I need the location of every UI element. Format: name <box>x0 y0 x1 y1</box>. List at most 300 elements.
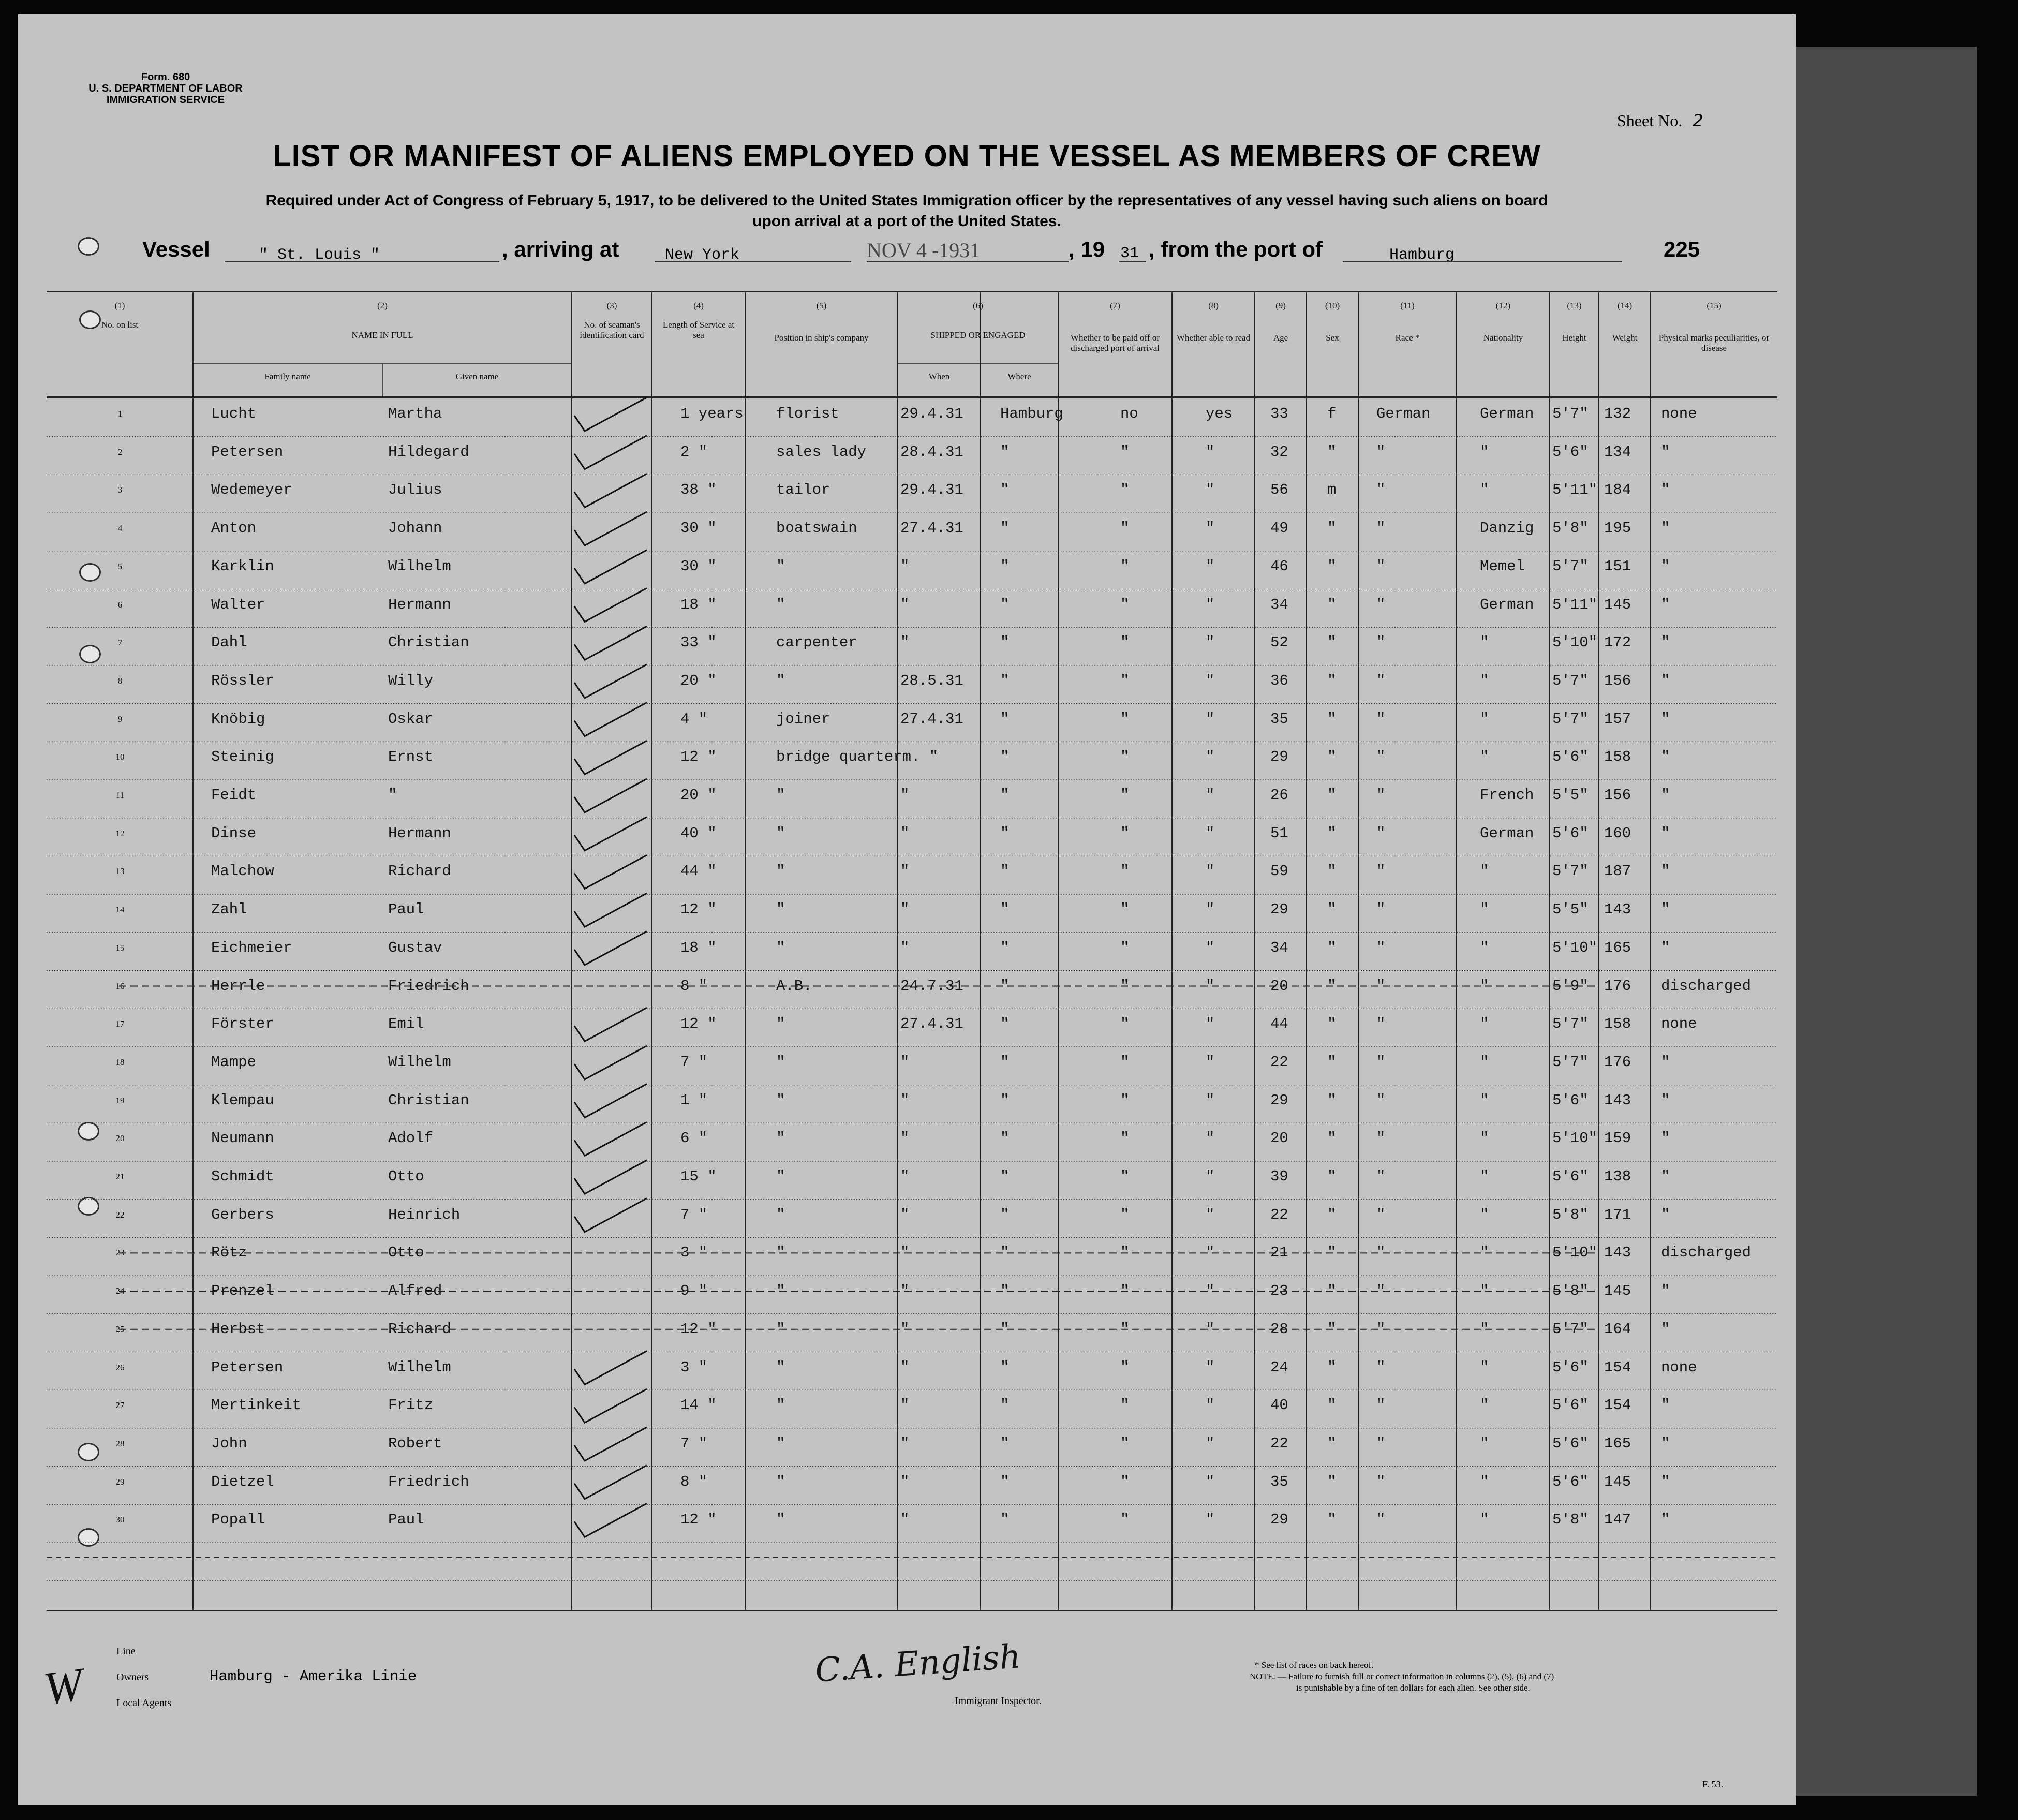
cell-age: 22 <box>1270 1053 1288 1071</box>
cell-where: " <box>1000 863 1010 880</box>
cell-where: " <box>1000 1397 1010 1414</box>
subheader-where: Where <box>1007 372 1031 381</box>
cell-where: " <box>1000 901 1010 919</box>
cell-read: " <box>1206 520 1215 537</box>
cell-when: " <box>900 1358 910 1376</box>
cell-nationality: " <box>1480 443 1489 461</box>
cell-paid-off: " <box>1120 1397 1130 1414</box>
cell-read: " <box>1206 1434 1215 1452</box>
cell-race: " <box>1376 481 1386 499</box>
form-number: Form. 680 <box>141 71 190 83</box>
cell-race: " <box>1376 1244 1386 1262</box>
cell-nationality: " <box>1480 977 1489 995</box>
cell-when: " <box>900 1473 910 1490</box>
cell-race: " <box>1376 1206 1386 1223</box>
cell-position: " <box>776 1244 785 1262</box>
cell-marks: " <box>1661 1053 1670 1071</box>
from-port: Hamburg <box>1389 246 1455 264</box>
cell-given-name: Oskar <box>388 710 434 728</box>
cell-sex: " <box>1327 672 1337 689</box>
cell-where: " <box>1000 1358 1010 1376</box>
cell-sex: " <box>1327 1244 1337 1262</box>
cell-family-name: Gerbers <box>211 1206 274 1223</box>
cell-age: 49 <box>1270 520 1288 537</box>
cell-nationality: " <box>1480 1091 1489 1109</box>
checkmark-icon <box>574 931 647 965</box>
cell-height: 5'6" <box>1552 748 1589 766</box>
cell-service: 44 " <box>680 863 717 880</box>
inspector-signature: C.A. English <box>813 1637 1022 1690</box>
cell-service: 7 " <box>680 1206 708 1223</box>
col-able-to-read-number: (8) <box>1208 301 1219 310</box>
cell-read: " <box>1206 1473 1215 1490</box>
row-number: 21 <box>115 1172 125 1181</box>
cell-position: " <box>776 1206 785 1223</box>
cell-position: boatswain <box>776 520 857 537</box>
cell-nationality: " <box>1480 1397 1489 1414</box>
cell-race: " <box>1376 1434 1386 1452</box>
cell-where: " <box>1000 1015 1010 1033</box>
cell-sex: " <box>1327 939 1337 956</box>
row-number: 4 <box>117 523 123 534</box>
cell-position: joiner <box>776 710 830 728</box>
cell-race: " <box>1376 1015 1386 1033</box>
cell-read: " <box>1206 1358 1215 1376</box>
cell-race: " <box>1376 634 1386 652</box>
cell-service: 1 years <box>680 405 744 422</box>
cell-service: 30 " <box>680 557 717 575</box>
cell-nationality: " <box>1480 710 1489 728</box>
cell-paid-off: " <box>1120 748 1130 766</box>
cell-position: " <box>776 1473 785 1490</box>
cell-given-name: Wilhelm <box>388 1053 451 1071</box>
cell-family-name: Karklin <box>211 557 274 575</box>
cell-when: " <box>900 824 910 842</box>
cell-sex: m <box>1327 481 1337 499</box>
cell-marks: " <box>1661 557 1670 575</box>
cell-paid-off: " <box>1120 787 1130 804</box>
cell-position: sales lady <box>776 443 867 461</box>
row-number: 14 <box>115 905 125 915</box>
cell-read: " <box>1206 596 1215 613</box>
cell-height: 5'7" <box>1552 557 1589 575</box>
cell-family-name: Dahl <box>211 634 247 652</box>
cell-given-name: Christian <box>388 1091 469 1109</box>
cell-read: " <box>1206 977 1215 995</box>
cell-marks: none <box>1661 1358 1697 1376</box>
cell-age: 29 <box>1270 1511 1288 1529</box>
cell-nationality: " <box>1480 1511 1489 1529</box>
cell-weight: 145 <box>1604 1282 1631 1300</box>
cell-given-name: Adolf <box>388 1130 434 1147</box>
cell-sex: " <box>1327 1511 1337 1529</box>
cell-weight: 159 <box>1604 1130 1631 1147</box>
col-length-of-service-label: Length of Service at sea <box>662 320 735 340</box>
cell-height: 5'11" <box>1552 596 1598 613</box>
cell-age: 33 <box>1270 405 1288 422</box>
print-code: F. 53. <box>1702 1779 1724 1789</box>
cell-age: 40 <box>1270 1397 1288 1414</box>
cell-weight: 134 <box>1604 443 1631 461</box>
cell-marks: " <box>1661 672 1670 689</box>
checkmark-icon <box>574 436 647 469</box>
cell-service: 4 " <box>680 710 708 728</box>
cell-family-name: Eichmeier <box>211 939 292 956</box>
cell-race: " <box>1376 443 1386 461</box>
cell-nationality: French <box>1480 787 1534 804</box>
cell-when: " <box>900 1434 910 1452</box>
cell-read: " <box>1206 1015 1215 1033</box>
cell-service: 12 " <box>680 748 717 766</box>
cell-nationality: " <box>1480 1053 1489 1071</box>
cell-where: " <box>1000 1053 1010 1071</box>
cell-service: 38 " <box>680 481 717 499</box>
cell-marks: " <box>1661 520 1670 537</box>
cell-when: " <box>900 1282 910 1300</box>
checkmark-icon <box>574 855 647 889</box>
corner-handwritten-mark: W <box>40 1659 86 1715</box>
cell-age: 34 <box>1270 939 1288 956</box>
cell-race: " <box>1376 596 1386 613</box>
cell-weight: 132 <box>1604 405 1631 422</box>
cell-where: " <box>1000 634 1010 652</box>
cell-given-name: Robert <box>388 1434 442 1452</box>
cell-family-name: Herbst <box>211 1320 265 1338</box>
cell-position: " <box>776 1015 785 1033</box>
cell-position: " <box>776 1091 785 1109</box>
cell-service: 30 " <box>680 520 717 537</box>
col-able-to-read-label: Whether able to read <box>1176 333 1251 343</box>
cell-nationality: German <box>1480 824 1534 842</box>
col-weight-number: (14) <box>1617 301 1633 310</box>
cell-weight: 176 <box>1604 1053 1631 1071</box>
row-number: 22 <box>115 1209 125 1220</box>
cell-height: 5'7" <box>1552 710 1589 728</box>
cell-paid-off: " <box>1120 1320 1130 1338</box>
cell-weight: 158 <box>1604 1015 1631 1033</box>
row-number: 16 <box>115 981 125 991</box>
cell-weight: 143 <box>1604 1091 1631 1109</box>
cell-given-name: Ernst <box>388 748 434 766</box>
cell-race: " <box>1376 939 1386 956</box>
cell-age: 35 <box>1270 1473 1288 1490</box>
col-nationality-number: (12) <box>1495 301 1511 310</box>
cell-given-name: Hermann <box>388 596 451 613</box>
cell-read: " <box>1206 1511 1215 1529</box>
cell-marks: discharged <box>1661 1244 1752 1262</box>
cell-service: 3 " <box>680 1244 708 1262</box>
cell-when: 29.4.31 <box>900 405 963 422</box>
cell-age: 52 <box>1270 634 1288 652</box>
cell-paid-off: " <box>1120 1511 1130 1529</box>
cell-sex: " <box>1327 1473 1337 1490</box>
cell-sex: " <box>1327 1358 1337 1376</box>
cell-family-name: Wedemeyer <box>211 481 292 499</box>
cell-height: 5'10" <box>1552 1130 1598 1147</box>
checkmark-icon <box>574 779 647 812</box>
cell-paid-off: " <box>1120 481 1130 499</box>
cell-where: " <box>1000 672 1010 689</box>
cell-marks: " <box>1661 939 1670 956</box>
cell-marks: " <box>1661 596 1670 613</box>
cell-paid-off: " <box>1120 672 1130 689</box>
cell-age: 22 <box>1270 1206 1288 1223</box>
cell-nationality: " <box>1480 1130 1489 1147</box>
cell-where: " <box>1000 1168 1010 1185</box>
cell-when: " <box>900 1244 910 1262</box>
sheet-number-label: Sheet No. <box>1617 111 1683 130</box>
cell-nationality: Memel <box>1480 557 1525 575</box>
cell-height: 5'7" <box>1552 863 1589 880</box>
cell-family-name: Anton <box>211 520 257 537</box>
cell-paid-off: " <box>1120 1130 1130 1147</box>
col-paid-off-number: (7) <box>1110 301 1120 310</box>
cell-race: " <box>1376 977 1386 995</box>
cell-marks: none <box>1661 1015 1697 1033</box>
cell-height: 5'7" <box>1552 405 1589 422</box>
cell-race: German <box>1376 405 1431 422</box>
cell-read: " <box>1206 443 1215 461</box>
cell-read: " <box>1206 901 1215 919</box>
col-height-number: (13) <box>1567 301 1582 310</box>
arriving-port: New York <box>665 246 740 264</box>
row-number: 9 <box>117 714 123 724</box>
cell-given-name: Gustav <box>388 939 442 956</box>
cell-read: " <box>1206 557 1215 575</box>
cell-family-name: Petersen <box>211 443 284 461</box>
department-name: U. S. DEPARTMENT OF LABOR <box>88 83 243 94</box>
cell-weight: 143 <box>1604 901 1631 919</box>
cell-sex: " <box>1327 1053 1337 1071</box>
cell-height: 5'6" <box>1552 1358 1589 1376</box>
cell-service: 2 " <box>680 443 708 461</box>
cell-given-name: Hermann <box>388 824 451 842</box>
cell-where: " <box>1000 1130 1010 1147</box>
cell-marks: " <box>1661 443 1670 461</box>
cell-given-name: Richard <box>388 1320 451 1338</box>
cell-nationality: German <box>1480 405 1534 422</box>
cell-age: 28 <box>1270 1320 1288 1338</box>
cell-race: " <box>1376 1473 1386 1490</box>
checkmark-icon <box>574 550 647 584</box>
checkmark-icon <box>574 1122 647 1156</box>
checkmark-icon <box>574 1503 647 1537</box>
col-physical-marks-number: (15) <box>1707 301 1722 310</box>
checkmark-icon <box>574 817 647 851</box>
cell-marks: " <box>1661 1434 1670 1452</box>
cell-service: 8 " <box>680 1473 708 1490</box>
cell-nationality: " <box>1480 1015 1489 1033</box>
row-number: 1 <box>117 409 123 419</box>
cell-height: 5'5" <box>1552 787 1589 804</box>
cell-marks: " <box>1661 1511 1670 1529</box>
cell-when: " <box>900 1130 910 1147</box>
cell-paid-off: " <box>1120 824 1130 842</box>
subheader-when: When <box>928 372 950 381</box>
cell-sex: " <box>1327 863 1337 880</box>
col-height-label: Height <box>1562 333 1586 343</box>
cell-read: yes <box>1206 405 1233 422</box>
cell-age: 32 <box>1270 443 1288 461</box>
cell-age: 35 <box>1270 710 1288 728</box>
row-number: 18 <box>115 1057 125 1067</box>
cell-family-name: Petersen <box>211 1358 284 1376</box>
cell-sex: " <box>1327 1320 1337 1338</box>
year-prefix: , 19 <box>1069 237 1105 261</box>
cell-marks: " <box>1661 710 1670 728</box>
cell-marks: " <box>1661 1130 1670 1147</box>
row-number: 29 <box>115 1476 125 1487</box>
cell-sex: " <box>1327 520 1337 537</box>
cell-height: 5'6" <box>1552 1434 1589 1452</box>
cell-family-name: Förster <box>211 1015 274 1033</box>
checkmark-icon <box>574 1427 647 1461</box>
cell-service: 6 " <box>680 1130 708 1147</box>
cell-race: " <box>1376 520 1386 537</box>
cell-height: 5'10" <box>1552 634 1598 652</box>
cell-age: 29 <box>1270 1091 1288 1109</box>
cell-when: " <box>900 863 910 880</box>
cell-age: 20 <box>1270 1130 1288 1147</box>
cell-position: " <box>776 787 785 804</box>
cell-height: 5'6" <box>1552 1091 1589 1109</box>
cell-age: 56 <box>1270 481 1288 499</box>
cell-where: Hamburg <box>1000 405 1063 422</box>
cell-read: " <box>1206 787 1215 804</box>
cell-position: tailor <box>776 481 830 499</box>
cell-position: " <box>776 1130 785 1147</box>
cell-sex: f <box>1327 405 1337 422</box>
cell-when: 28.4.31 <box>900 443 963 461</box>
cell-service: 18 " <box>680 939 717 956</box>
row-number: 7 <box>117 638 123 648</box>
cell-nationality: " <box>1480 1358 1489 1376</box>
cell-weight: 154 <box>1604 1397 1631 1414</box>
cell-when: 29.4.31 <box>900 481 963 499</box>
col-no-on-list-label: No. on list <box>101 320 139 330</box>
cell-when: " <box>900 939 910 956</box>
cell-position: " <box>776 1511 785 1529</box>
cell-given-name: Richard <box>388 863 451 880</box>
cell-marks: " <box>1661 1282 1670 1300</box>
cell-position: florist <box>776 405 839 422</box>
cell-service: 7 " <box>680 1434 708 1452</box>
cell-given-name: Paul <box>388 901 424 919</box>
line-label: Line <box>116 1646 136 1657</box>
cell-race: " <box>1376 710 1386 728</box>
cell-race: " <box>1376 1282 1386 1300</box>
cell-family-name: Neumann <box>211 1130 274 1147</box>
cell-when: " <box>900 1320 910 1338</box>
cell-when: " <box>900 596 910 613</box>
cell-paid-off: " <box>1120 1015 1130 1033</box>
cell-race: " <box>1376 863 1386 880</box>
cell-where: " <box>1000 443 1010 461</box>
cell-nationality: German <box>1480 596 1534 613</box>
service-name: IMMIGRATION SERVICE <box>106 94 225 106</box>
cell-sex: " <box>1327 557 1337 575</box>
cell-position: " <box>776 1358 785 1376</box>
cell-age: 34 <box>1270 596 1288 613</box>
cell-marks: " <box>1661 634 1670 652</box>
cell-where: " <box>1000 520 1010 537</box>
cell-read: " <box>1206 863 1215 880</box>
col-position-number: (5) <box>816 301 827 310</box>
cell-age: 39 <box>1270 1168 1288 1185</box>
cell-service: 20 " <box>680 672 717 689</box>
cell-position: A.B. <box>776 977 812 995</box>
subheader-family-name: Family name <box>264 372 311 381</box>
cell-race: " <box>1376 557 1386 575</box>
cell-sex: " <box>1327 1168 1337 1185</box>
cell-weight: 165 <box>1604 1434 1631 1452</box>
cell-where: " <box>1000 824 1010 842</box>
cell-given-name: Alfred <box>388 1282 442 1300</box>
cell-family-name: Mampe <box>211 1053 257 1071</box>
cell-marks: discharged <box>1661 977 1752 995</box>
cell-family-name: Klempau <box>211 1091 274 1109</box>
cell-sex: " <box>1327 1282 1337 1300</box>
cell-height: 5'6" <box>1552 1473 1589 1490</box>
cell-marks: " <box>1661 824 1670 842</box>
cell-service: 14 " <box>680 1397 717 1414</box>
cell-where: " <box>1000 481 1010 499</box>
cell-paid-off: " <box>1120 1358 1130 1376</box>
cell-given-name: Friedrich <box>388 977 469 995</box>
subheader-given-name: Given name <box>455 372 499 381</box>
cell-height: 5'7" <box>1552 1053 1589 1071</box>
cell-when: " <box>900 634 910 652</box>
cell-height: 5'6" <box>1552 824 1589 842</box>
cell-position: " <box>776 672 785 689</box>
cell-nationality: " <box>1480 1473 1489 1490</box>
cell-service: 8 " <box>680 977 708 995</box>
cell-paid-off: " <box>1120 1168 1130 1185</box>
cell-paid-off: " <box>1120 520 1130 537</box>
cell-weight: 158 <box>1604 748 1631 766</box>
cell-sex: " <box>1327 443 1337 461</box>
cell-when: " <box>900 557 910 575</box>
cell-race: " <box>1376 672 1386 689</box>
cell-position: " <box>776 596 785 613</box>
cell-service: 7 " <box>680 1053 708 1071</box>
row-number: 23 <box>115 1248 125 1258</box>
row-number: 25 <box>115 1324 125 1334</box>
cell-marks: " <box>1661 748 1670 766</box>
checkmark-icon <box>574 1160 647 1194</box>
cell-paid-off: " <box>1120 557 1130 575</box>
race-note: * See list of races on back hereof. <box>1255 1660 1374 1670</box>
cell-paid-off: " <box>1120 634 1130 652</box>
cell-read: " <box>1206 748 1215 766</box>
cell-service: 1 " <box>680 1091 708 1109</box>
cell-family-name: Prenzel <box>211 1282 274 1300</box>
cell-race: " <box>1376 748 1386 766</box>
cell-where: " <box>1000 1282 1010 1300</box>
cell-where: " <box>1000 939 1010 956</box>
cell-age: 26 <box>1270 787 1288 804</box>
cell-marks: " <box>1661 1091 1670 1109</box>
cell-family-name: Herrle <box>211 977 265 995</box>
checkmark-icon <box>574 1389 647 1423</box>
checkmark-icon <box>574 703 647 736</box>
cell-read: " <box>1206 1053 1215 1071</box>
cell-weight: 145 <box>1604 596 1631 613</box>
row-number: 3 <box>117 485 123 495</box>
checkmark-icon <box>574 1351 647 1385</box>
col-no-on-list-number: (1) <box>114 301 125 310</box>
cell-given-name: Wilhelm <box>388 557 451 575</box>
